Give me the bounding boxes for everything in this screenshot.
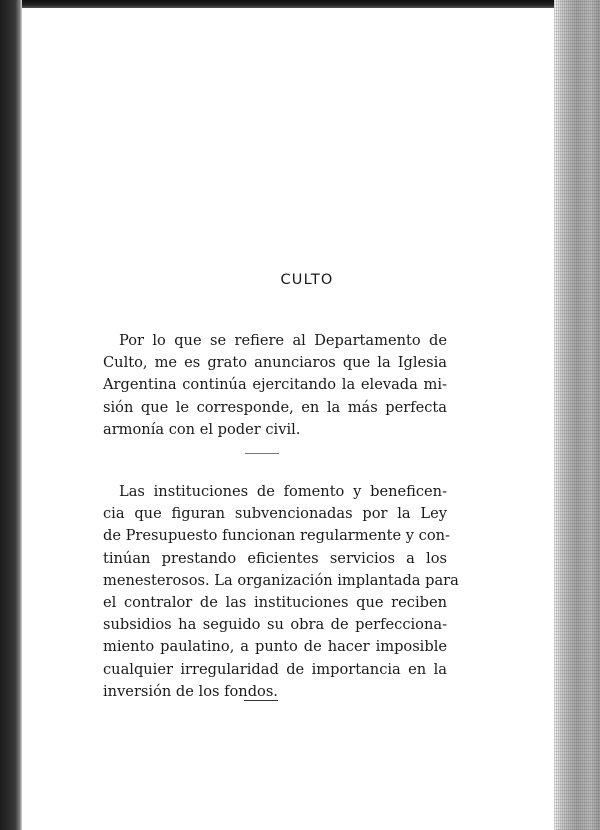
text-line: el contralor de las instituciones que reciben bbox=[103, 594, 447, 612]
scan-right-border bbox=[554, 0, 600, 830]
text-line: subsidios ha seguido su obra de perfecciona- bbox=[103, 616, 447, 634]
text-line: de Presupuesto funcionan regularmente y con- bbox=[103, 527, 450, 545]
paragraph-instituciones bbox=[103, 481, 459, 703]
text-line: Las instituciones de fomento y beneficen- bbox=[119, 483, 447, 500]
text-line: armonía con el poder civil. bbox=[103, 420, 301, 438]
text-line: inversión de los fondos. bbox=[103, 682, 278, 700]
text-line: menesterosos. La organización implantada para bbox=[103, 571, 459, 589]
scan-top-border bbox=[0, 0, 600, 8]
text-line: cia que figuran subvencionadas por la Ley bbox=[103, 505, 447, 523]
section-divider bbox=[245, 453, 279, 454]
text-line: Culto, me es grato anunciaros que la Iglesia bbox=[103, 354, 447, 372]
text-line: cualquier irregularidad de importancia en la bbox=[103, 660, 447, 678]
document-page bbox=[22, 8, 554, 830]
section-divider bbox=[244, 700, 278, 701]
text-line: tinúan prestando eficientes servicios a los bbox=[103, 549, 447, 567]
text-line: miento paulatino, a punto de hacer imposible bbox=[103, 638, 447, 656]
paragraph-culto bbox=[103, 330, 447, 441]
scan-left-border bbox=[0, 0, 22, 830]
text-line: sión que le corresponde, en la más perfecta bbox=[103, 398, 447, 416]
text-line: Por lo que se refiere al Departamento de bbox=[119, 332, 447, 349]
text-line: Argentina continúa ejercitando la elevada mi- bbox=[103, 376, 447, 394]
section-heading: CULTO bbox=[280, 272, 334, 288]
